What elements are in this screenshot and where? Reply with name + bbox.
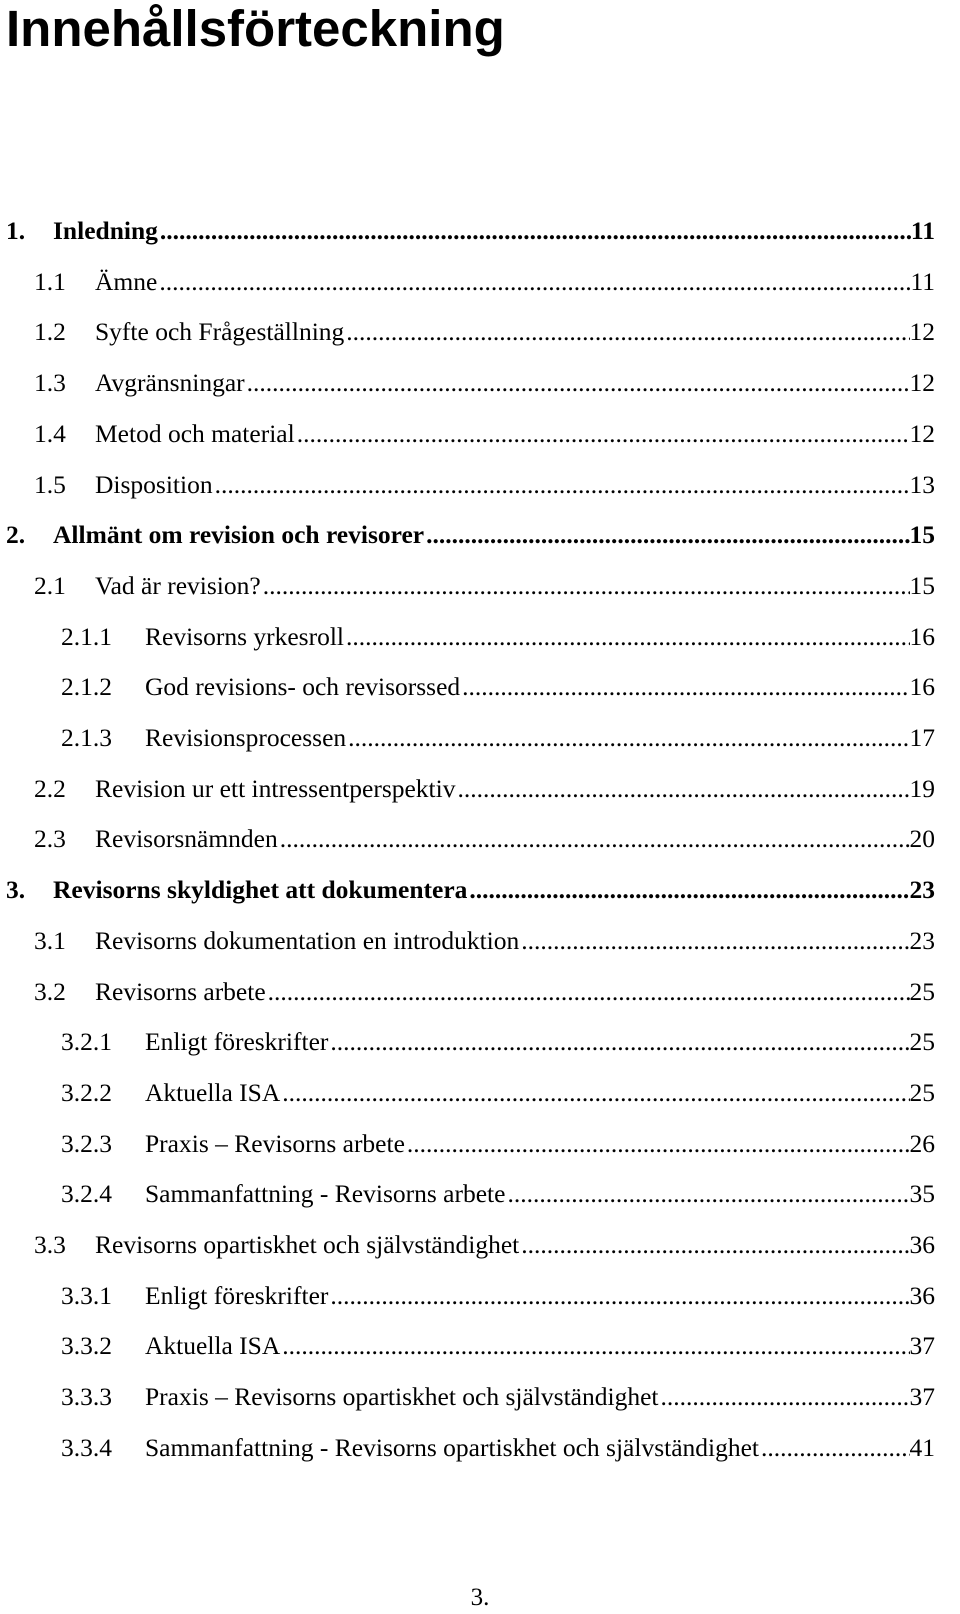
toc-leader-dots xyxy=(462,667,909,707)
toc-leader-dots xyxy=(660,1377,909,1417)
toc-entry-number: 2.1.3 xyxy=(61,723,112,752)
toc-entry[interactable] xyxy=(0,312,960,352)
toc-entry-number: 3.2.1 xyxy=(61,1027,112,1056)
toc-entry-page: 25 xyxy=(909,1078,935,1107)
toc-entry[interactable] xyxy=(0,1326,960,1366)
toc-entry-label: God revisions- och revisorssed xyxy=(145,672,461,701)
toc-entry-page: 15 xyxy=(909,520,935,549)
toc-entry-number: 1.4 xyxy=(34,419,66,448)
toc-leader-dots xyxy=(282,1326,909,1366)
toc-entry-page: 36 xyxy=(909,1281,935,1310)
toc-entry-page: 23 xyxy=(909,926,935,955)
toc-entry-number: 2. xyxy=(6,520,26,549)
toc-leader-dots xyxy=(469,870,909,910)
toc-entry-page: 19 xyxy=(909,774,935,803)
toc-entry-label: Disposition xyxy=(95,470,213,499)
toc-leader-dots xyxy=(507,1174,909,1214)
toc-entry[interactable] xyxy=(0,1276,960,1316)
toc-entry[interactable] xyxy=(0,1377,960,1417)
toc-entry-number: 3.1 xyxy=(34,926,66,955)
toc-entry[interactable] xyxy=(0,465,960,505)
toc-entry-label: Revisorns dokumentation en introduktion xyxy=(95,926,520,955)
toc-leader-dots xyxy=(280,819,910,859)
toc-entry-label: Sammanfattning - Revisorns arbete xyxy=(145,1179,506,1208)
toc-leader-dots xyxy=(297,414,910,454)
toc-entry[interactable] xyxy=(0,566,960,606)
toc-entry-page: 12 xyxy=(909,419,935,448)
toc-leader-dots xyxy=(268,972,910,1012)
toc-entry-number: 1.5 xyxy=(34,470,66,499)
toc-entry-label: Sammanfattning - Revisorns opartiskhet och självständighet xyxy=(145,1433,760,1462)
toc-entry-number: 1.2 xyxy=(34,317,66,346)
toc-entry-page: 16 xyxy=(909,672,935,701)
toc-entry[interactable] xyxy=(0,1124,960,1164)
toc-entry[interactable] xyxy=(0,870,960,910)
toc-entry-label: Vad är revision? xyxy=(95,571,261,600)
toc-entry-label: Praxis – Revisorns opartiskhet och självständighet xyxy=(145,1382,659,1411)
toc-leader-dots xyxy=(282,1073,909,1113)
toc-entry[interactable] xyxy=(0,1022,960,1062)
toc-entry-number: 3.3.2 xyxy=(61,1331,112,1360)
toc-entry-number: 1.1 xyxy=(34,267,66,296)
toc-entry[interactable] xyxy=(0,211,960,251)
toc-entry[interactable] xyxy=(0,921,960,961)
toc-entry-number: 1. xyxy=(6,216,26,245)
toc-entry-number: 3.2.4 xyxy=(61,1179,112,1208)
toc-entry-number: 2.2 xyxy=(34,774,66,803)
toc-entry-label: Revision ur ett intressentperspektiv xyxy=(95,774,456,803)
toc-leader-dots xyxy=(457,769,909,809)
toc-entry-label: Revisorsnämnden xyxy=(95,824,278,853)
toc-entry-page: 37 xyxy=(909,1331,935,1360)
toc-entry-page: 16 xyxy=(909,622,935,651)
toc-entry-page: 12 xyxy=(909,368,935,397)
toc-entry[interactable] xyxy=(0,1428,960,1468)
page-title: Innehållsförteckning xyxy=(6,0,505,57)
toc-entry-page: 25 xyxy=(909,1027,935,1056)
toc-entry-label: Aktuella ISA xyxy=(145,1078,281,1107)
toc-entry-label: Inledning xyxy=(53,216,158,245)
toc-leader-dots xyxy=(346,312,909,352)
toc-entry-number: 3.3 xyxy=(34,1230,66,1259)
toc-entry[interactable] xyxy=(0,718,960,758)
toc-entry-page: 12 xyxy=(909,317,935,346)
toc-entry-number: 2.1 xyxy=(34,571,66,600)
toc-leader-dots xyxy=(761,1428,909,1468)
toc-entry-label: Enligt föreskrifter xyxy=(145,1027,329,1056)
toc-entry-label: Praxis – Revisorns arbete xyxy=(145,1129,405,1158)
toc-leader-dots xyxy=(521,921,909,961)
toc-entry-number: 2.1.1 xyxy=(61,622,112,651)
toc-entry-label: Metod och material xyxy=(95,419,295,448)
toc-entry-number: 3.2.2 xyxy=(61,1078,112,1107)
toc-entry-number: 1.3 xyxy=(34,368,66,397)
toc-entry[interactable] xyxy=(0,363,960,403)
toc-leader-dots xyxy=(263,566,910,606)
toc-entry-label: Syfte och Frågeställning xyxy=(95,317,345,346)
toc-entry-label: Revisorns opartiskhet och självständighet xyxy=(95,1230,520,1259)
toc-entry-page: 26 xyxy=(909,1129,935,1158)
toc-entry-page: 17 xyxy=(909,723,935,752)
page-number: 3. xyxy=(470,1584,490,1611)
toc-leader-dots xyxy=(247,363,910,403)
toc-entry-page: 13 xyxy=(909,470,935,499)
toc-entry-label: Revisorns arbete xyxy=(95,977,266,1006)
toc-entry[interactable] xyxy=(0,1073,960,1113)
toc-leader-dots xyxy=(330,1276,909,1316)
toc-entry-label: Revisorns skyldighet att dokumentera xyxy=(53,875,468,904)
toc-entry-number: 2.1.2 xyxy=(61,672,112,701)
toc-entry-label: Revisorns yrkesroll xyxy=(145,622,345,651)
toc-leader-dots xyxy=(346,617,909,657)
toc-entry-label: Aktuella ISA xyxy=(145,1331,281,1360)
toc-entry-label: Allmänt om revision och revisorer xyxy=(53,520,425,549)
toc-entry-page: 35 xyxy=(909,1179,935,1208)
toc-leader-dots xyxy=(160,211,911,251)
toc-entry[interactable] xyxy=(0,1225,960,1265)
toc-entry-label: Avgränsningar xyxy=(95,368,245,397)
toc-leader-dots xyxy=(348,718,909,758)
toc-leader-dots xyxy=(330,1022,909,1062)
toc-entry[interactable] xyxy=(0,1174,960,1214)
toc-entry[interactable] xyxy=(0,515,960,555)
toc-entry-number: 3.2.3 xyxy=(61,1129,112,1158)
toc-leader-dots xyxy=(159,262,910,302)
toc-entry-page: 23 xyxy=(909,875,935,904)
toc-entry-number: 3.2 xyxy=(34,977,66,1006)
toc-entry-page: 20 xyxy=(909,824,935,853)
toc-entry[interactable] xyxy=(0,262,960,302)
toc-entry-number: 3. xyxy=(6,875,26,904)
toc-entry[interactable] xyxy=(0,972,960,1012)
toc-leader-dots xyxy=(407,1124,910,1164)
toc-entry-number: 3.3.1 xyxy=(61,1281,112,1310)
toc-entry-page: 11 xyxy=(910,267,935,296)
toc-entry-page: 37 xyxy=(909,1382,935,1411)
toc-entry-label: Ämne xyxy=(95,267,158,296)
toc-entry[interactable] xyxy=(0,769,960,809)
toc-entry[interactable] xyxy=(0,414,960,454)
toc-entry-page: 41 xyxy=(909,1433,935,1462)
toc-leader-dots xyxy=(215,465,910,505)
toc-entry-page: 11 xyxy=(910,216,935,245)
toc-entry-page: 15 xyxy=(909,571,935,600)
toc-entry[interactable] xyxy=(0,617,960,657)
toc-entry-number: 3.3.4 xyxy=(61,1433,112,1462)
toc-entry[interactable] xyxy=(0,819,960,859)
toc-entry[interactable] xyxy=(0,667,960,707)
toc-entry-label: Enligt föreskrifter xyxy=(145,1281,329,1310)
toc-entry-number: 2.3 xyxy=(34,824,66,853)
toc-entry-number: 3.3.3 xyxy=(61,1382,112,1411)
toc-entry-page: 25 xyxy=(909,977,935,1006)
toc-entry-page: 36 xyxy=(909,1230,935,1259)
toc-leader-dots xyxy=(521,1225,909,1265)
toc-entry-label: Revisionsprocessen xyxy=(145,723,347,752)
toc-leader-dots xyxy=(426,515,909,555)
